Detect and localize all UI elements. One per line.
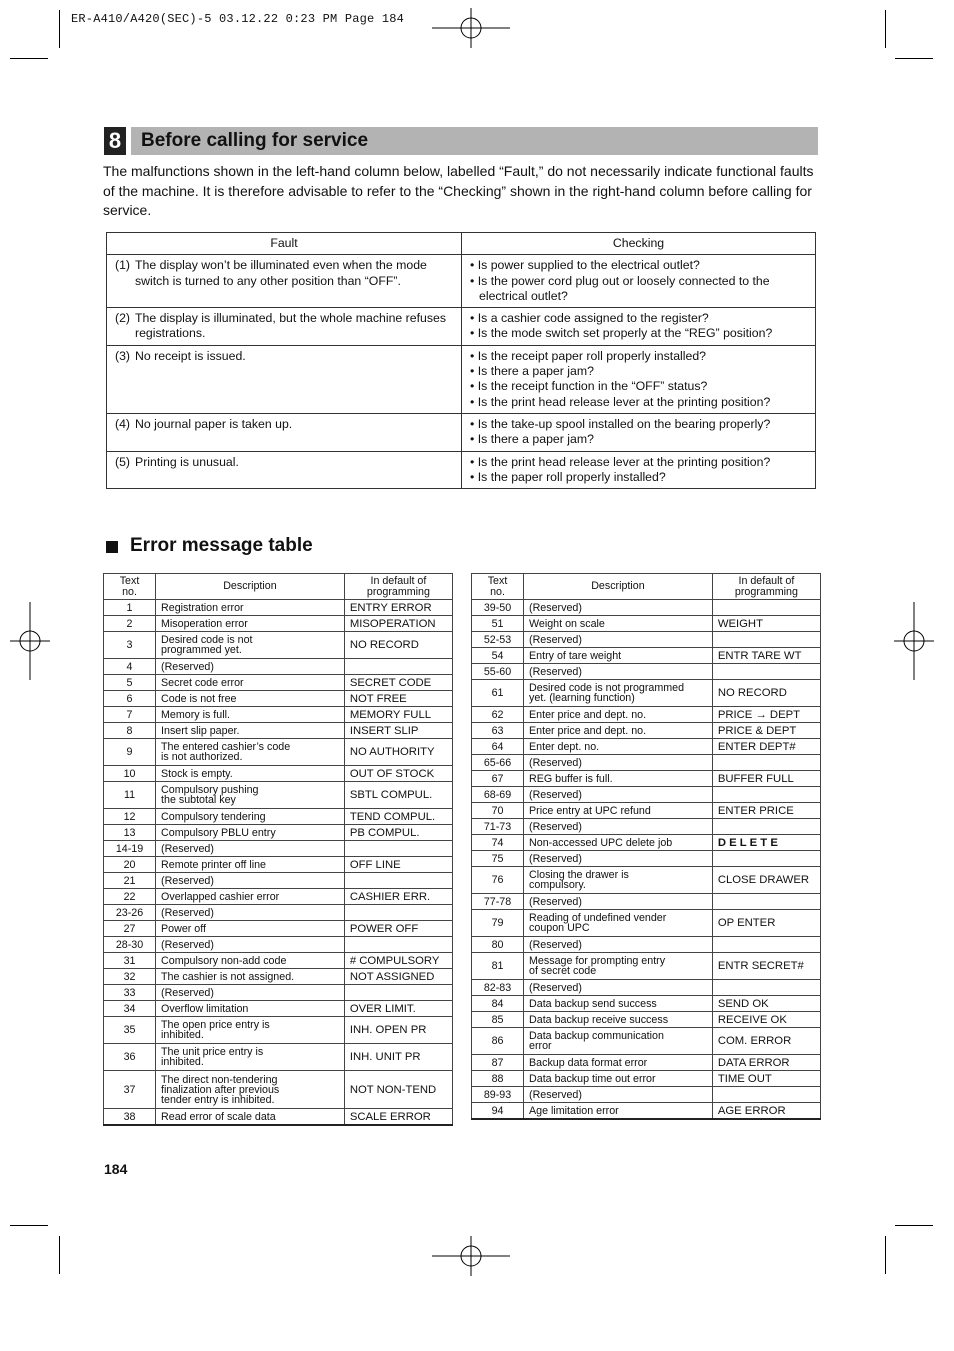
error-row <box>472 771 821 787</box>
error-text-no: 63 <box>472 723 524 739</box>
error-row <box>104 857 453 873</box>
registration-mark-left <box>10 602 50 682</box>
section-header <box>104 127 818 155</box>
error-description: (Reserved) <box>524 632 713 648</box>
error-row <box>472 894 821 910</box>
error-row <box>104 937 453 953</box>
error-description: Overflow limitation <box>156 1001 345 1017</box>
error-description: Enter price and dept. no. <box>524 707 713 723</box>
error-description: Compulsory pushing the subtotal key <box>156 782 345 809</box>
error-default-message: OVER LIMIT. <box>344 1001 452 1017</box>
error-description: (Reserved) <box>156 937 345 953</box>
square-bullet-icon <box>106 541 118 553</box>
error-text-no: 22 <box>104 889 156 905</box>
error-description: Insert slip paper. <box>156 723 345 739</box>
error-default-message <box>712 600 820 616</box>
error-text-no: 82-83 <box>472 980 524 996</box>
error-row <box>472 937 821 953</box>
error-description: The cashier is not assigned. <box>156 969 345 985</box>
checking-cell <box>462 255 816 308</box>
error-description: Data backup time out error <box>524 1071 713 1087</box>
error-text-no: 39-50 <box>472 600 524 616</box>
checking-item: • Is the receipt function in the “OFF” status? <box>470 379 708 394</box>
section-band <box>131 127 818 155</box>
error-row <box>104 723 453 739</box>
fault-text: No receipt is issued. <box>135 348 246 363</box>
error-row <box>104 616 453 632</box>
error-description: Enter dept. no. <box>524 739 713 755</box>
checking-item: • Is the power cord plug out or loosely connected to the electrical outlet? <box>470 273 770 303</box>
section-number: 8 <box>104 127 126 155</box>
error-row <box>104 953 453 969</box>
col-text-no: Text no. <box>472 574 524 600</box>
fault-cell <box>107 413 462 451</box>
col-default: In default of programming <box>344 574 452 600</box>
error-description: Closing the drawer is compulsory. <box>524 867 713 894</box>
error-text-no: 23-26 <box>104 905 156 921</box>
error-text-no: 65-66 <box>472 755 524 771</box>
error-text-no: 21 <box>104 873 156 889</box>
error-default-message <box>712 632 820 648</box>
error-text-no: 84 <box>472 996 524 1012</box>
error-row <box>104 905 453 921</box>
error-default-message: INH. OPEN PR <box>344 1017 452 1044</box>
error-description: Stock is empty. <box>156 766 345 782</box>
error-row <box>472 835 821 851</box>
error-row <box>472 787 821 803</box>
error-description: Compulsory PBLU entry <box>156 825 345 841</box>
fault-row <box>107 255 816 308</box>
error-description: Memory is full. <box>156 707 345 723</box>
error-default-message: D E L E T E <box>712 835 820 851</box>
checking-item: • Is the mode switch set properly at the “REG” position? <box>470 326 773 341</box>
error-row <box>472 664 821 680</box>
error-text-no: 86 <box>472 1028 524 1055</box>
error-description: Desired code is not programmed yet. <box>156 632 345 659</box>
error-default-message: CASHIER ERR. <box>344 889 452 905</box>
fault-text: The display won’t be illuminated even when the mode switch is turned to any other position than “OFF”. <box>135 258 427 288</box>
error-description: Entry of tare weight <box>524 648 713 664</box>
fault-number: (5) <box>115 454 131 469</box>
error-text-no: 67 <box>472 771 524 787</box>
error-row <box>472 723 821 739</box>
error-description: Enter price and dept. no. <box>524 723 713 739</box>
error-description: The direct non-tendering finalization after previous tender entry is inhibited. <box>156 1071 345 1109</box>
checking-item: • Is there a paper jam? <box>470 432 594 447</box>
error-default-message: MISOPERATION <box>344 616 452 632</box>
col-description: Description <box>156 574 345 600</box>
error-default-message <box>344 985 452 1001</box>
error-row <box>104 1017 453 1044</box>
error-row <box>472 680 821 707</box>
fault-cell <box>107 345 462 413</box>
error-text-no: 54 <box>472 648 524 664</box>
fault-text: No journal paper is taken up. <box>135 416 293 431</box>
error-row <box>104 691 453 707</box>
error-row <box>104 889 453 905</box>
error-description: Data backup receive success <box>524 1012 713 1028</box>
checking-item: • Is the print head release lever at the printing position? <box>470 394 771 409</box>
intro-paragraph: The malfunctions shown in the left-hand column below, labelled “Fault,” do not necessarily indicate functional faults of the machine. It is therefore advisable to refer to the “Checking” shown in the right-hand column before calling for service. <box>103 163 814 219</box>
error-row <box>104 675 453 691</box>
error-row <box>472 803 821 819</box>
error-text-no: 3 <box>104 632 156 659</box>
error-default-message: RECEIVE OK <box>712 1012 820 1028</box>
error-default-message <box>712 937 820 953</box>
error-default-message: SECRET CODE <box>344 675 452 691</box>
error-row <box>472 953 821 980</box>
fault-cell <box>107 308 462 346</box>
checking-item: • Is a cashier code assigned to the register? <box>470 311 709 326</box>
error-description: Data backup communication error <box>524 1028 713 1055</box>
error-row <box>472 1103 821 1120</box>
error-row <box>472 980 821 996</box>
error-default-message: INH. UNIT PR <box>344 1044 452 1071</box>
fault-row <box>107 345 816 413</box>
error-text-no: 64 <box>472 739 524 755</box>
error-row <box>472 707 821 723</box>
error-text-no: 6 <box>104 691 156 707</box>
error-description: Misoperation error <box>156 616 345 632</box>
error-default-message: AGE ERROR <box>712 1103 820 1120</box>
error-text-no: 4 <box>104 659 156 675</box>
error-text-no: 11 <box>104 782 156 809</box>
error-text-no: 14-19 <box>104 841 156 857</box>
error-default-message: CLOSE DRAWER <box>712 867 820 894</box>
error-default-message <box>712 787 820 803</box>
error-description: (Reserved) <box>524 787 713 803</box>
error-text-no: 94 <box>472 1103 524 1120</box>
error-default-message: PRICE → DEPT <box>712 707 820 723</box>
error-description: Non-accessed UPC delete job <box>524 835 713 851</box>
error-default-message: NO AUTHORITY <box>344 739 452 766</box>
error-description: (Reserved) <box>524 755 713 771</box>
error-text-no: 79 <box>472 910 524 937</box>
error-row <box>472 1012 821 1028</box>
error-default-message <box>712 755 820 771</box>
fault-table <box>106 232 816 489</box>
error-text-no: 27 <box>104 921 156 937</box>
checking-cell <box>462 451 816 489</box>
error-row <box>472 755 821 771</box>
error-default-message: COM. ERROR <box>712 1028 820 1055</box>
error-default-message: MEMORY FULL <box>344 707 452 723</box>
fault-cell <box>107 255 462 308</box>
error-default-message <box>712 819 820 835</box>
error-default-message: OP ENTER <box>712 910 820 937</box>
error-description: Message for prompting entry of secret code <box>524 953 713 980</box>
error-row <box>472 648 821 664</box>
error-text-no: 1 <box>104 600 156 616</box>
error-default-message: # COMPULSORY <box>344 953 452 969</box>
error-text-no: 71-73 <box>472 819 524 835</box>
error-default-message: OUT OF STOCK <box>344 766 452 782</box>
error-description: Registration error <box>156 600 345 616</box>
error-default-message: NO RECORD <box>344 632 452 659</box>
error-text-no: 28-30 <box>104 937 156 953</box>
error-default-message <box>712 1087 820 1103</box>
error-row <box>104 969 453 985</box>
error-row <box>104 809 453 825</box>
checking-item: • Is the take-up spool installed on the bearing properly? <box>470 416 771 431</box>
fault-number: (1) <box>115 258 131 273</box>
error-description: (Reserved) <box>156 873 345 889</box>
error-row <box>472 739 821 755</box>
error-description: Remote printer off line <box>156 857 345 873</box>
error-text-no: 32 <box>104 969 156 985</box>
error-default-message: SCALE ERROR <box>344 1109 452 1126</box>
checking-cell <box>462 345 816 413</box>
error-row <box>104 707 453 723</box>
section-title: Before calling for service <box>141 130 369 151</box>
error-row <box>104 985 453 1001</box>
error-row <box>104 600 453 616</box>
error-default-message: INSERT SLIP <box>344 723 452 739</box>
error-text-no: 8 <box>104 723 156 739</box>
error-default-message: PB COMPUL. <box>344 825 452 841</box>
error-default-message: ENTR SECRET# <box>712 953 820 980</box>
error-default-message: SEND OK <box>712 996 820 1012</box>
error-text-no: 89-93 <box>472 1087 524 1103</box>
error-text-no: 55-60 <box>472 664 524 680</box>
error-default-message <box>712 980 820 996</box>
error-default-message <box>344 937 452 953</box>
checking-cell <box>462 413 816 451</box>
error-description: The open price entry is inhibited. <box>156 1017 345 1044</box>
error-description: REG buffer is full. <box>524 771 713 787</box>
fault-number: (2) <box>115 311 131 326</box>
error-description: Power off <box>156 921 345 937</box>
error-text-no: 51 <box>472 616 524 632</box>
error-table-title: Error message table <box>130 535 313 556</box>
error-description: Code is not free <box>156 691 345 707</box>
error-row <box>104 1109 453 1126</box>
error-description: Price entry at UPC refund <box>524 803 713 819</box>
error-default-message: SBTL COMPUL. <box>344 782 452 809</box>
error-description: Desired code is not programmed yet. (learning function) <box>524 680 713 707</box>
error-text-no: 85 <box>472 1012 524 1028</box>
error-row <box>104 1071 453 1109</box>
checking-item: • Is the paper roll properly installed? <box>470 469 666 484</box>
error-row <box>104 632 453 659</box>
col-default: In default of programming <box>712 574 820 600</box>
error-description: The entered cashier’s code is not authorized. <box>156 739 345 766</box>
error-description: (Reserved) <box>524 980 713 996</box>
error-default-message: BUFFER FULL <box>712 771 820 787</box>
error-default-message <box>712 851 820 867</box>
error-description: (Reserved) <box>524 819 713 835</box>
error-default-message: DATA ERROR <box>712 1055 820 1071</box>
error-default-message: WEIGHT <box>712 616 820 632</box>
error-description: (Reserved) <box>524 1087 713 1103</box>
error-default-message: POWER OFF <box>344 921 452 937</box>
error-row <box>104 825 453 841</box>
error-table-left <box>103 573 453 1126</box>
error-description: Secret code error <box>156 675 345 691</box>
checking-item: • Is the receipt paper roll properly installed? <box>470 348 707 363</box>
error-default-message: ENTR TARE WT <box>712 648 820 664</box>
col-text-no: Text no. <box>104 574 156 600</box>
error-text-no: 34 <box>104 1001 156 1017</box>
error-description: Read error of scale data <box>156 1109 345 1126</box>
error-description: The unit price entry is inhibited. <box>156 1044 345 1071</box>
error-text-no: 62 <box>472 707 524 723</box>
error-text-no: 37 <box>104 1071 156 1109</box>
error-row <box>472 1055 821 1071</box>
error-row <box>104 1001 453 1017</box>
error-row <box>472 616 821 632</box>
error-text-no: 74 <box>472 835 524 851</box>
error-text-no: 2 <box>104 616 156 632</box>
error-row <box>472 867 821 894</box>
error-default-message <box>344 873 452 889</box>
error-row <box>472 1028 821 1055</box>
registration-mark-bottom <box>432 1236 512 1276</box>
error-text-no: 36 <box>104 1044 156 1071</box>
fault-header: Fault <box>107 233 462 255</box>
fault-number: (4) <box>115 416 131 431</box>
error-row <box>104 739 453 766</box>
error-text-no: 88 <box>472 1071 524 1087</box>
checking-item: • Is the print head release lever at the printing position? <box>470 454 771 469</box>
error-row <box>472 600 821 616</box>
error-description: Compulsory tendering <box>156 809 345 825</box>
error-default-message <box>712 664 820 680</box>
page-number: 184 <box>104 1161 128 1177</box>
error-row <box>472 910 821 937</box>
fault-row <box>107 451 816 489</box>
error-text-no: 12 <box>104 809 156 825</box>
error-text-no: 80 <box>472 937 524 953</box>
error-description: Backup data format error <box>524 1055 713 1071</box>
error-row <box>472 996 821 1012</box>
checking-cell <box>462 308 816 346</box>
print-header: ER-A410/A420(SEC)-5 03.12.22 0:23 PM Page 184 <box>71 12 405 26</box>
error-text-no: 31 <box>104 953 156 969</box>
checking-item: • Is power supplied to the electrical outlet? <box>470 258 700 273</box>
error-default-message <box>712 894 820 910</box>
error-description: Compulsory non-add code <box>156 953 345 969</box>
error-default-message: PRICE & DEPT <box>712 723 820 739</box>
checking-header: Checking <box>462 233 816 255</box>
error-row <box>104 659 453 675</box>
error-row <box>472 632 821 648</box>
error-default-message: NOT NON-TEND <box>344 1071 452 1109</box>
error-text-no: 9 <box>104 739 156 766</box>
error-row <box>472 819 821 835</box>
error-row <box>472 1087 821 1103</box>
fault-text: The display is illuminated, but the whole machine refuses registrations. <box>135 311 447 341</box>
error-text-no: 7 <box>104 707 156 723</box>
error-text-no: 76 <box>472 867 524 894</box>
error-text-no: 35 <box>104 1017 156 1044</box>
error-row <box>104 1044 453 1071</box>
error-description: (Reserved) <box>156 905 345 921</box>
error-row <box>104 841 453 857</box>
registration-mark-top <box>432 8 512 48</box>
error-row <box>104 782 453 809</box>
error-text-no: 77-78 <box>472 894 524 910</box>
col-description: Description <box>524 574 713 600</box>
error-default-message: NO RECORD <box>712 680 820 707</box>
error-default-message: ENTER DEPT# <box>712 739 820 755</box>
error-row <box>104 921 453 937</box>
error-text-no: 13 <box>104 825 156 841</box>
registration-mark-right <box>894 602 934 682</box>
error-row <box>472 851 821 867</box>
fault-cell <box>107 451 462 489</box>
error-default-message: NOT ASSIGNED <box>344 969 452 985</box>
error-text-no: 61 <box>472 680 524 707</box>
error-default-message <box>344 905 452 921</box>
fault-text: Printing is unusual. <box>135 454 239 469</box>
error-default-message: TEND COMPUL. <box>344 809 452 825</box>
error-default-message <box>344 841 452 857</box>
error-text-no: 20 <box>104 857 156 873</box>
error-description: (Reserved) <box>156 985 345 1001</box>
fault-row <box>107 413 816 451</box>
error-description: Age limitation error <box>524 1103 713 1120</box>
error-text-no: 70 <box>472 803 524 819</box>
error-description: (Reserved) <box>524 937 713 953</box>
error-default-message <box>344 659 452 675</box>
error-row <box>104 766 453 782</box>
fault-number: (3) <box>115 348 131 363</box>
error-table-right <box>471 573 821 1120</box>
error-description: (Reserved) <box>524 851 713 867</box>
error-text-no: 87 <box>472 1055 524 1071</box>
error-text-no: 81 <box>472 953 524 980</box>
error-row <box>104 873 453 889</box>
error-description: (Reserved) <box>156 659 345 675</box>
error-description: Reading of undefined vender coupon UPC <box>524 910 713 937</box>
error-text-no: 68-69 <box>472 787 524 803</box>
error-default-message: NOT FREE <box>344 691 452 707</box>
error-default-message: ENTRY ERROR <box>344 600 452 616</box>
error-default-message: OFF LINE <box>344 857 452 873</box>
error-text-no: 33 <box>104 985 156 1001</box>
error-default-message: TIME OUT <box>712 1071 820 1087</box>
error-description: Data backup send success <box>524 996 713 1012</box>
error-description: (Reserved) <box>524 894 713 910</box>
error-text-no: 10 <box>104 766 156 782</box>
error-default-message: ENTER PRICE <box>712 803 820 819</box>
checking-item: • Is there a paper jam? <box>470 364 594 379</box>
error-text-no: 5 <box>104 675 156 691</box>
error-description: (Reserved) <box>156 841 345 857</box>
error-text-no: 52-53 <box>472 632 524 648</box>
error-description: Overlapped cashier error <box>156 889 345 905</box>
error-description: (Reserved) <box>524 664 713 680</box>
error-description: Weight on scale <box>524 616 713 632</box>
fault-row <box>107 308 816 346</box>
error-text-no: 38 <box>104 1109 156 1126</box>
error-text-no: 75 <box>472 851 524 867</box>
error-description: (Reserved) <box>524 600 713 616</box>
error-row <box>472 1071 821 1087</box>
